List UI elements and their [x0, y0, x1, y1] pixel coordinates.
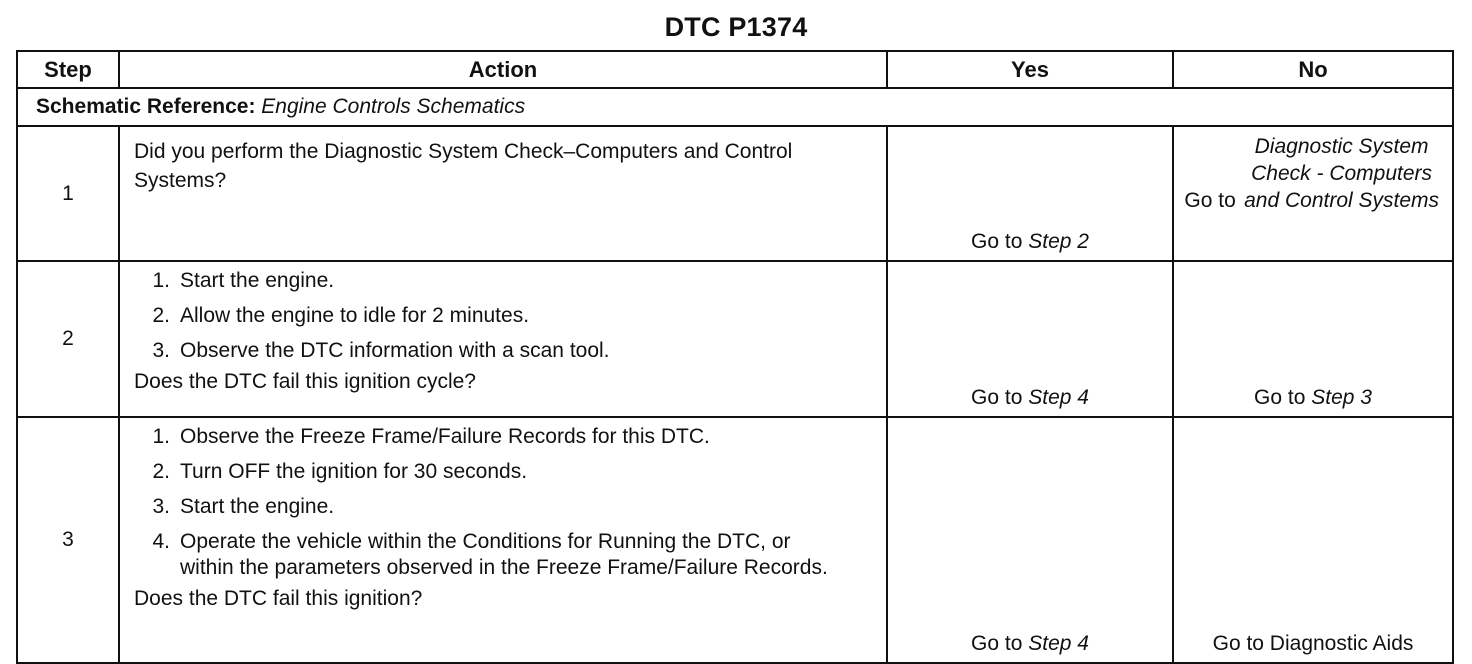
list-item: 1. Observe the Freeze Frame/Failure Records for this DTC. — [152, 425, 710, 448]
step-list — [134, 268, 872, 364]
question-text: Does the DTC fail this ignition? — [134, 587, 423, 610]
diagnostic-table — [16, 50, 1454, 664]
step-list — [134, 424, 872, 581]
yes-cell — [887, 126, 1173, 261]
question-text: Did you perform the Diagnostic System Check–Computers and Control Systems? — [134, 140, 793, 192]
step-number: 1 — [17, 126, 119, 261]
yes-prefix: Go to — [971, 230, 1029, 253]
schematic-label: Schematic Reference: — [36, 95, 256, 118]
yes-link[interactable]: Step 4 — [1028, 386, 1089, 409]
question-text: Does the DTC fail this ignition cycle? — [134, 370, 476, 393]
no-link[interactable]: Diagnostic System Check - Computers and Control Systems — [1244, 135, 1440, 212]
no-link[interactable]: Step 3 — [1311, 386, 1372, 409]
list-item: 2. Allow the engine to idle for 2 minutes. — [152, 304, 530, 327]
table-row — [17, 261, 1453, 417]
no-cell — [1173, 261, 1453, 417]
yes-cell — [887, 261, 1173, 417]
list-item: 1. Start the engine. — [152, 269, 335, 292]
list-item: 2. Turn OFF the ignition for 30 seconds. — [152, 460, 528, 483]
list-item: 3. Observe the DTC information with a scan tool. — [152, 339, 610, 362]
header-no: No — [1173, 51, 1453, 88]
action-cell — [119, 261, 887, 417]
no-link[interactable]: Go to Diagnostic Aids — [1212, 632, 1414, 655]
document-title: DTC P1374 — [664, 12, 808, 42]
yes-link[interactable]: Step 2 — [1028, 230, 1089, 253]
no-prefix: Go to — [1184, 189, 1242, 212]
step-number: 2 — [17, 261, 119, 417]
no-prefix: Go to — [1254, 386, 1312, 409]
schematic-reference-row — [17, 88, 1453, 126]
list-item: 4. Operate the vehicle within the Conditions for Running the DTC, or within the parameters observed in the Freeze Frame/Failure Records. — [152, 530, 828, 579]
table-row — [17, 417, 1453, 663]
schematic-link[interactable]: Engine Controls Schematics — [261, 95, 526, 118]
step-number: 3 — [17, 417, 119, 663]
action-cell — [119, 126, 887, 261]
yes-link[interactable]: Step 4 — [1028, 632, 1089, 655]
header-yes: Yes — [887, 51, 1173, 88]
action-cell — [119, 417, 887, 663]
yes-cell — [887, 417, 1173, 663]
schematic-reference — [17, 88, 1453, 126]
table-row — [17, 126, 1453, 261]
no-cell — [1173, 126, 1453, 261]
list-item: 3. Start the engine. — [152, 495, 335, 518]
no-cell — [1173, 417, 1453, 663]
header-row — [17, 51, 1453, 88]
yes-prefix: Go to — [971, 632, 1029, 655]
yes-prefix: Go to — [971, 386, 1029, 409]
header-step: Step — [17, 51, 119, 88]
header-action: Action — [119, 51, 887, 88]
